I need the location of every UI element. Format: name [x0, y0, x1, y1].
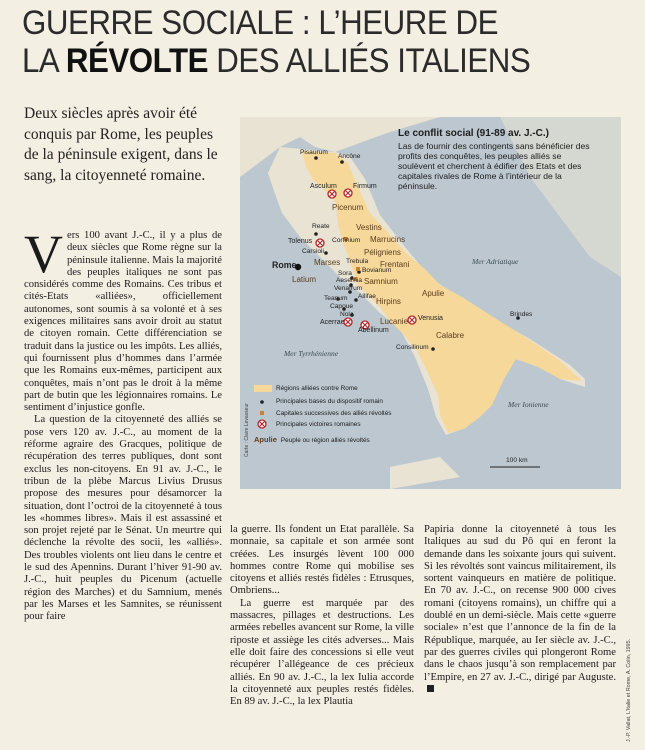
label-firmum: Firmum	[353, 183, 377, 190]
dot-ancone	[340, 160, 344, 164]
dropcap: V	[24, 224, 63, 284]
label-marrucins: Marrucins	[370, 235, 406, 244]
headline	[22, 4, 574, 80]
legend-peuple-sample: Apulie	[254, 435, 277, 444]
victory-acerrae	[344, 318, 352, 326]
lead-paragraph: Deux siècles après avoir été conquis par Rome, les peuples de la péninsule exigent, dans le sang, la citoyenneté romaine.	[24, 105, 218, 184]
legend-victoires: Principales victoires romaines	[276, 421, 361, 428]
label-venafrum: Venafrum	[334, 285, 363, 292]
label-sora: Sora	[338, 270, 352, 277]
label-mer-ionienne: Mer Ionienne	[508, 400, 549, 409]
map-credit: Carte : Claire Levasseur	[244, 403, 250, 457]
legend-swatch-regions	[254, 385, 272, 392]
label-corfinium: Corfinium	[332, 237, 361, 244]
victory-asculum	[328, 190, 336, 198]
map-description: Las de fournir des contingents sans bénéficier des profits des conquêtes, les peuples alliés se soulèvent et cherchent à édifier des Etats et des capitales rivales de Rome à l’intérieur de la péninsule.	[398, 141, 590, 191]
label-mer-tyrrhenienne: Mer Tyrrhénienne	[284, 349, 339, 358]
legend-regions: Régions alliées contre Rome	[276, 385, 358, 392]
label-marses: Marses	[314, 258, 341, 267]
label-vestins: Vestins	[356, 223, 382, 232]
headline-line2-post: DES ALLIÉS ITALIENS	[208, 42, 531, 80]
headline-line2	[22, 42, 574, 80]
dot-consilinum	[431, 347, 435, 351]
label-latium: Latium	[292, 275, 317, 284]
col1-paragraph-2: La question de la citoyenneté des alliés se pose vers 120 av. J.-C., au moment de la réforme agraire des Gracques, politique de récupération des terres publiques, dont sont exclus les non-citoyens. En 91 av. J.-C., le tribun de la plèbe Marcus Livius Drusus propose des mesures pour désamorcer la situation, dont l’octroi de la citoyenneté à tous les «hommes libres». Mais il est assassiné et son projet rejeté par le Sénat. Un meurtre qui déclenche la révolte des socii, les «alliés». Des troubles violents ont lieu dans le centre et le sud des Apennins. Durant l’hiver 91-90 av. J.-C., huit peuples du Picenum (actuelle région des Marches) et du Samnium, menés par les Marses et les Samnites, se réunissent pour faire	[24, 414, 222, 623]
legend-peuple-row	[254, 435, 370, 444]
label-capoue: Capoue	[330, 303, 354, 310]
headline-line2-pre: LA	[22, 42, 66, 80]
dot-carsioli	[324, 251, 328, 255]
col1-paragraph-1	[24, 224, 222, 414]
dot-reate	[314, 232, 318, 236]
label-abellinum: Abellinum	[358, 327, 389, 334]
label-ancone: Ancône	[338, 153, 361, 160]
headline-line1: GUERRE SOCIALE : L’HEURE DE	[22, 4, 499, 42]
label-brindes: Brindes	[510, 311, 533, 318]
col3-p1-text: Papiria donne la citoyenneté à tous les Italiques au sud du Pô qui en feront la demande dans les soixante jours qui suivent. Si les révoltés sont vaincus militairement, ils sortent vainqueurs en matière de politique. En 70 av. J.-C., on recense 900 000 cives romani (citoyens romains), un chiffre qui a doublé en un demi-siècle. Mais cette «guerre sociale» n’est que l’annonce de la fin de la République, marquée, au Ier siècle av. J.-C., par des guerres civiles qui plongeront Rome dans le chaos jusqu’à son remplacement par l’Empire, en 27 av. J.-C., dirigé par Auguste.	[424, 524, 616, 683]
legend-bases: Principales bases du dispositif romain	[276, 398, 383, 405]
scale-label: 100 km	[506, 457, 528, 464]
label-tolenus: Tolenus	[288, 238, 313, 245]
label-teanum: Teanum	[324, 295, 348, 302]
label-consilinum: Consilinum	[396, 344, 429, 351]
label-pisaurum: Pisaurum	[300, 149, 328, 156]
label-allifae: Allifae	[358, 293, 376, 300]
label-calabre: Calabre	[436, 331, 465, 340]
label-samnium: Samnium	[364, 277, 398, 286]
label-rome: Rome	[272, 260, 297, 270]
victory-tolenus	[316, 239, 324, 247]
label-picenum: Picenum	[332, 203, 364, 212]
dot-pisaurum	[314, 156, 318, 160]
legend-peuple: Peuple ou région alliés révoltés	[280, 437, 370, 444]
map-title: Le conflit social (91-89 av. J.-C.)	[398, 128, 549, 139]
side-credit: J.-P. Vallat, L’Italie et Rome, A. Colin, 1995.	[626, 638, 632, 742]
legend-swatch-capitales	[260, 411, 264, 415]
legend-swatch-bases	[260, 400, 264, 404]
label-apulie: Apulie	[422, 289, 445, 298]
label-acerrae: Acerrae	[320, 319, 345, 326]
capital-bovianum	[356, 267, 360, 271]
col2-paragraph-2: La guerre est marquée par des massacres, pillages et destructions. Les armées rebelles avancent sur Rome, la ville riposte et assiège les cités adverses... Mais elle doit faire des concessions si elle veut récupérer l’allégeance de ces précieux alliés. En 90 av. J.-C., la lex Iulia accorde la citoyenneté aux peuples restés fidèles. En 89 av. J.-C., la lex Plautia	[230, 597, 414, 708]
map-conflit-social	[240, 117, 621, 489]
label-bovianum: Bovianum	[362, 267, 392, 274]
label-venusia: Venusia	[418, 315, 443, 322]
col2-paragraph-1: la guerre. Ils fondent un Etat parallèle. Sa monnaie, sa capitale et son armée sont créées. Les insurgés lèvent 100 000 hommes contre Rome qui mobilise ses citoyens et alliés restés fidèles : Etrusques, Ombriens...	[230, 524, 414, 597]
headline-line2-bold: RÉVOLTE	[65, 42, 209, 80]
label-pelignes: Péligniens	[364, 248, 401, 257]
legend-swatch-victoires	[258, 420, 266, 428]
label-carsioli: Carsioli	[302, 248, 324, 255]
article-column-3	[424, 524, 616, 696]
label-frentani: Frentani	[380, 260, 410, 269]
col1-p1-text: ers 100 avant J.-C., il y a plus de deux siècles que Rome règne sur la péninsule italienne. Mais la majorité des peuples italiques ne sont pas considérés comme des Romains. Ces tribus et cités-Etats «alliées», officiellement autonomes, sont soumis à sa volonté et à ses exigences militaires sans avoir droit au statut de citoyen romain. Cette différenciation se traduit dans la justice ou les impôts. Les alliés, qui fournissent plus d’hommes dans l’armée que les Romains eux-mêmes, participent aux conquêtes, mais n’ont pas le droit à la même part de butin que les légionnaires romains. Le sentiment d’injustice gonfle.	[24, 230, 222, 414]
label-reate: Reate	[312, 223, 330, 230]
victory-firmum	[344, 189, 352, 197]
label-aesernia: Aesernia	[336, 277, 363, 284]
end-mark	[427, 685, 434, 692]
label-nola: Nola	[340, 311, 354, 318]
victory-venusia	[408, 316, 416, 324]
article-column-1	[24, 224, 222, 624]
label-trebula: Trebula	[346, 258, 369, 265]
label-hirpins: Hirpins	[376, 297, 401, 306]
article-column-2	[230, 524, 414, 708]
col3-paragraph-1	[424, 524, 616, 696]
label-asculum: Asculum	[310, 183, 337, 190]
label-mer-adriatique: Mer Adriatique	[472, 257, 519, 266]
label-lucanie: Lucanie	[380, 317, 409, 326]
legend-capitales: Capitales successives des alliés révoltés	[276, 410, 392, 417]
